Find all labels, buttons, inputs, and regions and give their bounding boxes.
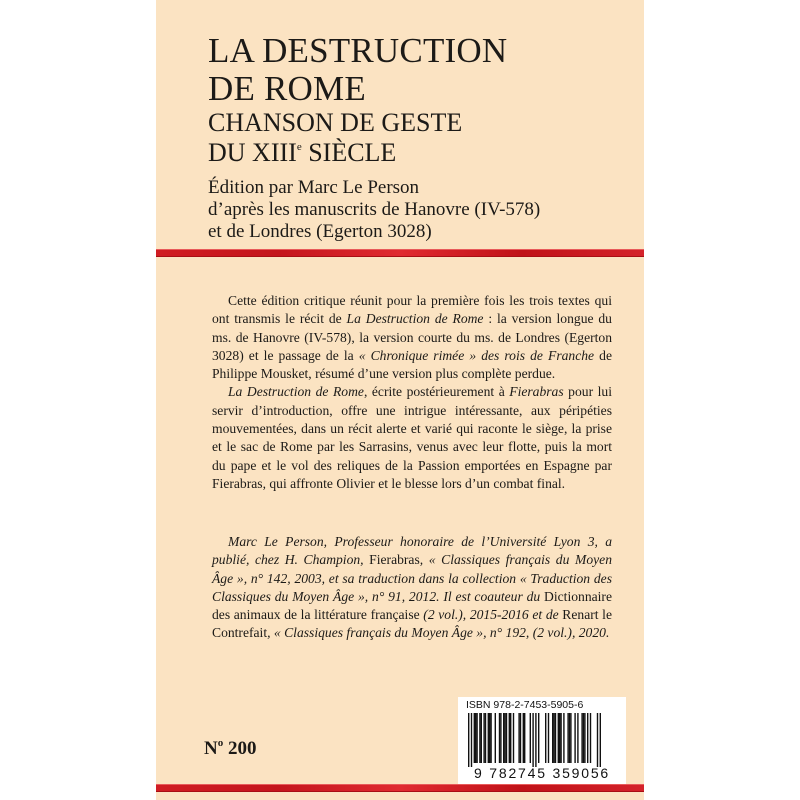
- author-bio: [212, 533, 612, 643]
- barcode-image: [464, 713, 620, 767]
- title-line-2: DE ROME: [208, 69, 366, 108]
- bio-text: (2 vol.), 2015-2016 et de: [419, 607, 563, 623]
- red-rule-bottom: [156, 784, 644, 792]
- subtitle-line-1: CHANSON DE GESTE: [208, 108, 463, 137]
- blurb-text: , écrite postérieurement à: [363, 384, 510, 400]
- bio-work-title: Dictionnaire des animaux de la littérature française: [212, 588, 612, 623]
- blurb-title-italic: La Destruction de Rome: [346, 311, 484, 327]
- barcode-digits: 9 782745 359056: [474, 765, 610, 781]
- blurb-chronique-italic: « Chronique rimée » des rois de Franche: [358, 347, 595, 363]
- book-back-cover: [156, 0, 644, 800]
- edition-line-3: et de Londres (Egerton 3028): [208, 221, 432, 242]
- blurb-paragraph-2: [212, 383, 612, 493]
- blurb-text: de Philippe Mousket, résumé d’une version plus complète perdue.: [212, 347, 612, 382]
- subtitle-line-2: [208, 138, 462, 168]
- blurb-title-italic: La Destruction de Rome: [228, 384, 364, 400]
- isbn-label: ISBN 978-2-7453-5905-6: [466, 699, 584, 711]
- book-title: [208, 32, 507, 108]
- blurb-text: : la version longue du ms. de Hanovre (IV-578), la version courte du ms. de Londres (Egerton 3028) et le passage de la: [212, 311, 612, 363]
- subtitle-century-superscript: e: [296, 141, 302, 153]
- title-line-1: LA DESTRUCTION: [208, 31, 508, 70]
- blurb: [212, 292, 612, 493]
- edition-line-1: Édition par Marc Le Person: [208, 177, 420, 198]
- series-number-superscript: o: [217, 737, 224, 749]
- subtitle-siecle: SIÈCLE: [301, 138, 397, 167]
- blurb-paragraph-1: [212, 292, 612, 383]
- series-number-prefix: N: [204, 738, 218, 759]
- edition-credits: [208, 177, 540, 243]
- bio-work-title: Renart le Contrefait: [212, 607, 612, 641]
- bio-text: Marc Le Person, Professeur honoraire de l’Université Lyon 3, a publié, chez H. Champion,: [212, 534, 612, 568]
- blurb-text: pour lui servir d’introduction, offre une intrigue intéressante, aux péripéties mouvementées, dans un récit alerte et varié qui raconte le siège, la prise et le sac de Rome par les Sarrasins, venus avec leur flotte, puis la mort du pape et le vol des reliques de la Passion emportées en Espagne par Fierabras, qui affronte Olivier et le blesse lors d’un combat final.: [212, 384, 612, 491]
- author-bio-paragraph: [212, 533, 612, 643]
- red-rule-top: [156, 249, 644, 257]
- blurb-fierabras-italic: Fierabras: [509, 384, 564, 400]
- bio-work-title: Fierabras: [369, 552, 420, 568]
- series-number-value: 200: [223, 738, 257, 759]
- book-subtitle: [208, 108, 462, 168]
- bio-text: , « Classiques français du Moyen Âge », n° 142, 2003, et sa traduction dans la collection « Traduction des Classiques du Moyen Âge », n° 91, 2012. Il est coauteur du: [212, 552, 612, 604]
- series-number: [204, 738, 256, 760]
- blurb-text: Cette édition critique réunit pour la première fois les trois textes qui ont transmis le récit de: [212, 293, 612, 327]
- edition-line-2: d’après les manuscrits de Hanovre (IV-578): [208, 199, 541, 220]
- subtitle-century: DU XIII: [208, 138, 297, 167]
- bio-text: , « Classiques français du Moyen Âge », n° 192, (2 vol.), 2020.: [267, 625, 610, 641]
- isbn-barcode-box: [458, 697, 626, 784]
